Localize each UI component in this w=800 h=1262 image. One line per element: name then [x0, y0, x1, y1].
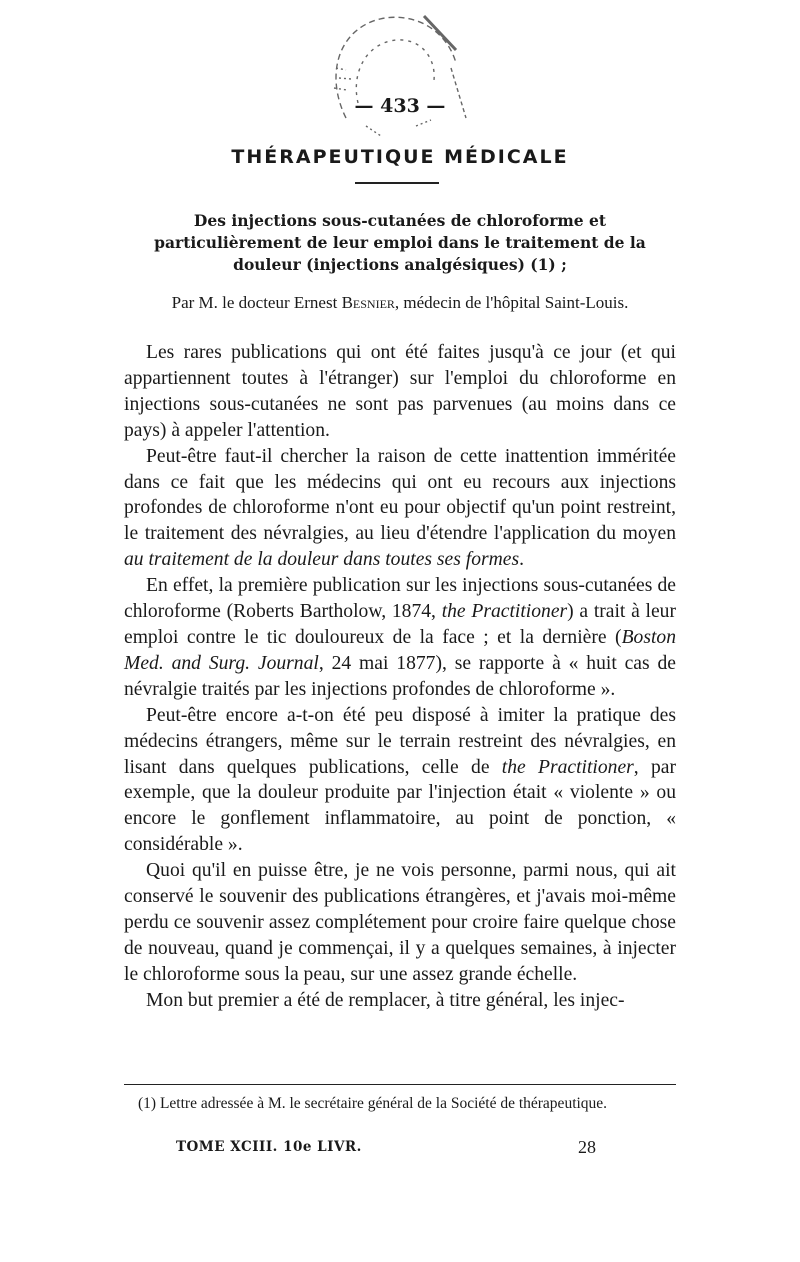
header-rule: [355, 182, 439, 184]
paragraph-4-b: , par exemple, que la douleur produite par l'injection était « violente » ou encore le gonflement inflammatoire, au point de ponction, « considérable ».: [124, 756, 676, 856]
paragraph-3-c: , 24 mai 1877), se rapporte à « huit cas de névralgie traités par les injections profondes de chloroforme ».: [124, 652, 676, 700]
byline: [124, 293, 676, 313]
running-header: THÉRAPEUTIQUE MÉDICALE: [231, 146, 569, 168]
paragraph-4: [124, 703, 676, 858]
body-text: [124, 340, 676, 1014]
paragraph-3-b-italic: Boston Med. and Surg. Journal: [124, 626, 676, 674]
paragraph-2-text: Peut-être faut-il chercher la raison de cette inattention imméritée dans ce fait que les médecins qui ont eu recours aux injections profondes de chloroforme n'ont eu pour objectif qu'un point restreint, le traitement des névralgies, au lieu d'étendre l'application du moyen: [124, 445, 676, 545]
library-stamp-icon: [306, 8, 476, 148]
paragraph-4-a: Peut-être encore a-t-on été peu disposé à imiter la pratique des médecins étrangers, même sur le terrain restreint des névralgies, en lisant dans quelques publications, celle de: [124, 704, 676, 778]
byline-suffix: , médecin de l'hôpital Saint-Louis.: [394, 293, 629, 312]
paragraph-3-b: ) a trait à leur emploi contre le tic douloureux de la face ; et la dernière (: [124, 601, 677, 648]
paragraph-1: Les rares publications qui ont été faites jusqu'à ce jour (et qui appartiennent toutes à l'étranger) sur l'emploi du chloroforme en injections sous-cutanées ne sont pas parvenues (au moins dans ce pays) à appeler l'attention.: [124, 342, 676, 441]
paragraph-2-end: .: [519, 549, 525, 571]
paragraph-2: [124, 444, 676, 574]
footnote-rule: [124, 1084, 676, 1085]
paragraph-6: Mon but premier a été de remplacer, à titre général, les injec-: [146, 989, 625, 1011]
volume-signature: TOME XCIII. 10e LIVR.: [176, 1139, 362, 1155]
byline-prefix: Par M. le docteur Ernest: [171, 293, 342, 312]
article-title: Des injections sous-cutanées de chloroforme et particulièrement de leur emploi dans le traitement de la douleur (injections analgésiques) (1) ;: [154, 211, 646, 274]
paragraph-4-italic: the Practitioner: [501, 756, 634, 778]
paragraph-3-a: En effet, la première publication sur les injections sous-cutanées de chloroforme (Roberts Bartholow, 1874,: [124, 575, 676, 623]
author-surname: Besnier: [341, 293, 395, 312]
footnote: (1) Lettre adressée à M. le secrétaire général de la Société de thérapeutique.: [138, 1095, 608, 1112]
sheet-number: 28: [578, 1137, 596, 1157]
paragraph-3-a-italic: the Practitioner: [441, 601, 568, 623]
page-number: — 433 —: [354, 95, 446, 117]
paragraph-2-italic: au traitement de la douleur dans toutes ses formes: [124, 549, 520, 571]
paragraph-5: Quoi qu'il en puisse être, je ne vois personne, parmi nous, qui ait conservé le souvenir des publications étrangères, et j'avais moi-même perdu ce souvenir assez complétement pour croire faire quelque chose de nouveau, quand je commençai, il y a quelques semaines, à injecter le chloroforme sous la peau, sur une assez grande échelle.: [124, 860, 676, 985]
paragraph-3: [124, 573, 676, 703]
